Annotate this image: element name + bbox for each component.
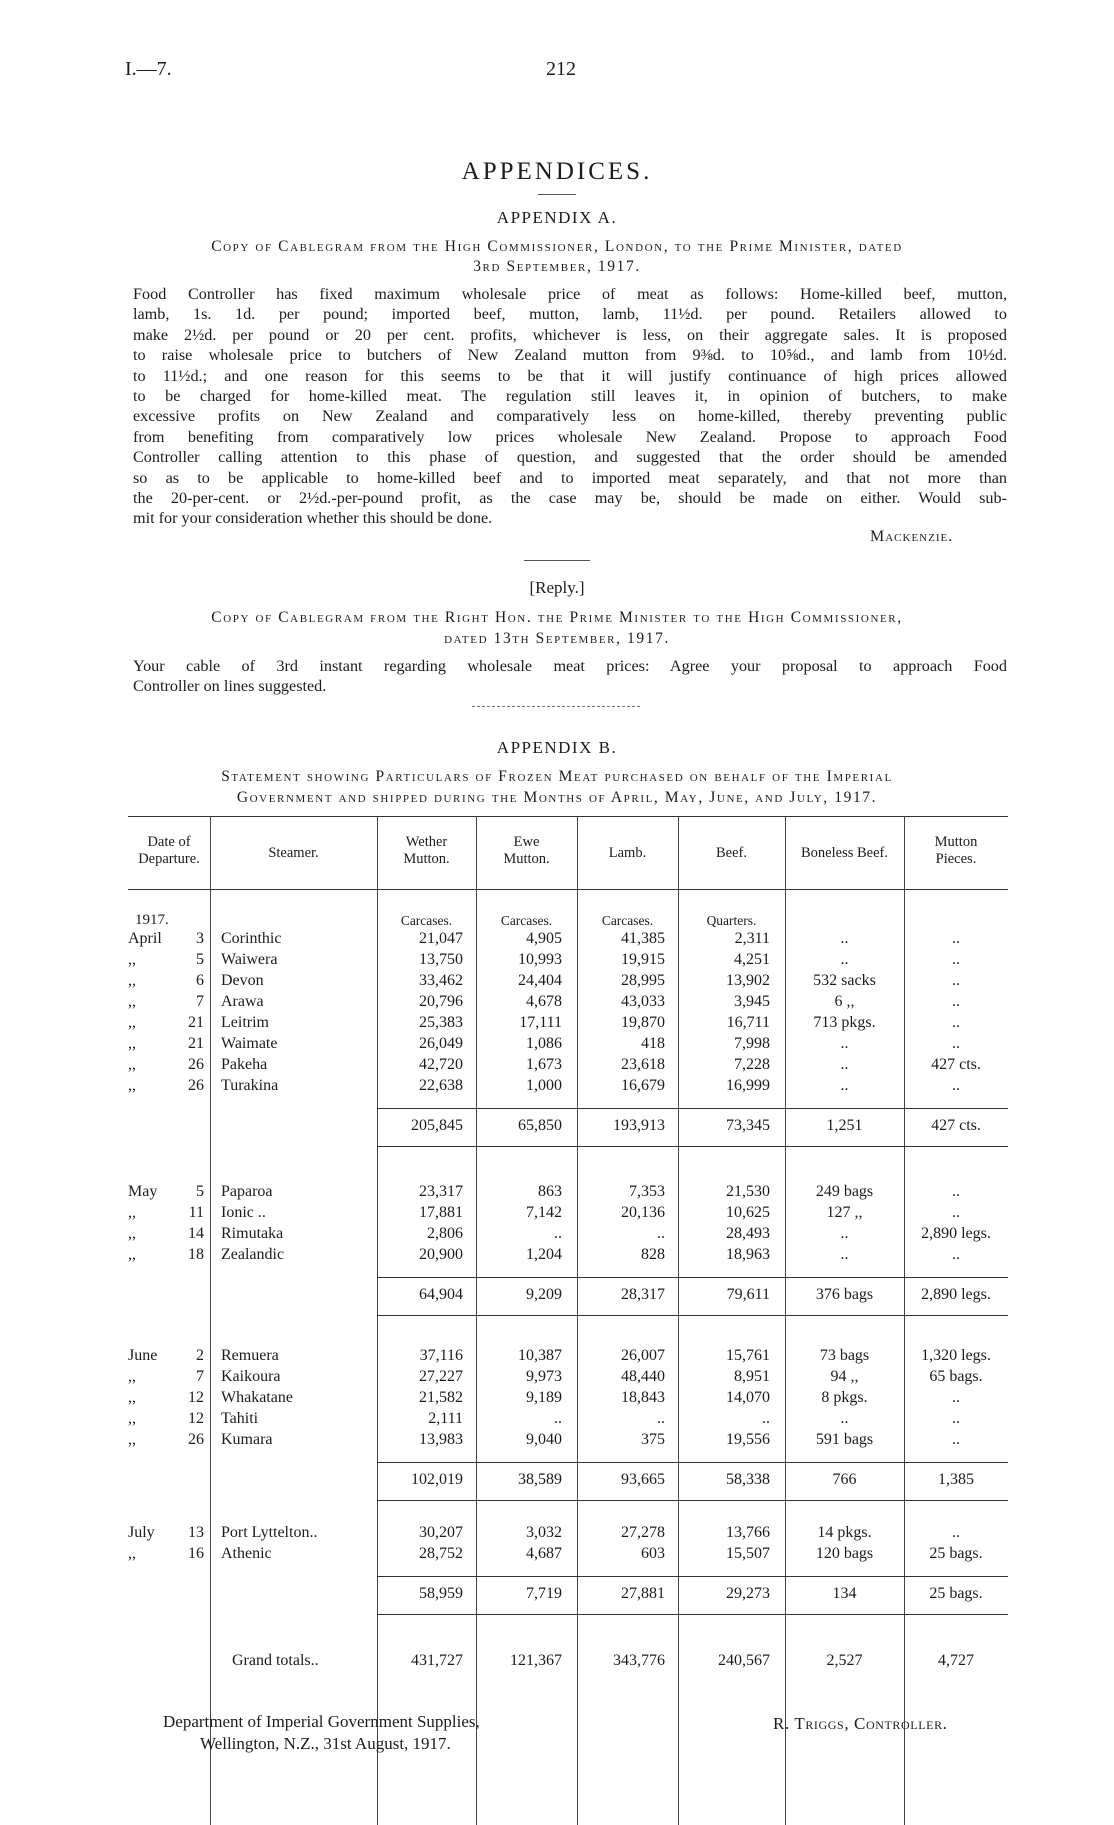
section-divider — [524, 560, 590, 561]
cell-wether: 2,806 — [427, 1225, 463, 1242]
subtotal-rule — [377, 1462, 1008, 1463]
subtotal-wether: 205,845 — [411, 1117, 463, 1134]
cell-boneless: 532 sacks — [813, 972, 876, 989]
steamer-name: Corinthic — [221, 930, 282, 947]
subtotal-boneless: 766 — [832, 1471, 857, 1488]
cell-lamb: 48,440 — [621, 1368, 665, 1385]
text-line: Your cable of 3rd instant regarding wholesale meat prices: Agree your proposal to approach Food — [133, 657, 1007, 675]
cell-beef: 13,766 — [726, 1524, 770, 1541]
cell-boneless: .. — [840, 1035, 849, 1052]
departure-day: 21 — [188, 1014, 204, 1031]
departure-day: 7 — [196, 1368, 204, 1385]
column-header-lamb: Lamb. — [608, 845, 647, 861]
cell-beef: 16,999 — [726, 1077, 770, 1094]
subtotal-rule — [377, 1576, 1008, 1577]
text-line: to be charged for home-killed meat. The regulation still leaves it, in opinion of butchers, to make — [133, 387, 1007, 406]
departure-month: ,, — [128, 1077, 136, 1094]
subtotal-lamb: 93,665 — [621, 1471, 665, 1488]
cell-lamb: 828 — [641, 1246, 665, 1263]
cell-lamb: 19,870 — [621, 1014, 665, 1031]
cell-lamb: 18,843 — [621, 1389, 665, 1406]
cell-wether: 21,582 — [419, 1389, 463, 1406]
cell-lamb: 26,007 — [621, 1347, 665, 1364]
subtotal-boneless: 376 bags — [815, 1286, 874, 1303]
steamer-name: Waimate — [221, 1035, 278, 1052]
steamer-name: Tahiti — [221, 1410, 259, 1427]
cell-wether: 42,720 — [419, 1056, 463, 1073]
cell-pieces: .. — [952, 951, 960, 968]
cell-pieces: .. — [952, 1183, 960, 1200]
subtotal-boneless: 134 — [832, 1585, 857, 1602]
subtotal-pieces: 2,890 legs. — [921, 1286, 991, 1303]
cell-ewe: .. — [554, 1225, 562, 1242]
cell-pieces: .. — [952, 930, 960, 947]
steamer-name: Arawa — [221, 993, 264, 1010]
cell-ewe: 863 — [538, 1183, 562, 1200]
cell-beef: 7,228 — [734, 1056, 770, 1073]
cell-wether: 13,750 — [419, 951, 463, 968]
subtotal-beef: 58,338 — [726, 1471, 770, 1488]
subtotal-beef: 73,345 — [726, 1117, 770, 1134]
signature-mackenzie: Mackenzie. — [870, 528, 954, 545]
cell-boneless: 120 bags — [815, 1545, 874, 1562]
cell-ewe: 1,000 — [526, 1077, 562, 1094]
cell-ewe: 1,673 — [526, 1056, 562, 1073]
departure-day: 5 — [196, 1183, 204, 1200]
text-line: Controller on lines suggested. — [133, 677, 327, 696]
subtotal-ewe: 7,719 — [526, 1585, 562, 1602]
cell-boneless: 6 ,, — [834, 993, 855, 1010]
cell-wether: 25,383 — [419, 1014, 463, 1031]
departure-month: ,, — [128, 1246, 136, 1263]
subtotal-wether: 102,019 — [411, 1471, 463, 1488]
cell-wether: 13,983 — [419, 1431, 463, 1448]
cell-pieces: 427 cts. — [931, 1056, 981, 1073]
cell-boneless: 591 bags — [815, 1431, 874, 1448]
departure-day: 5 — [196, 951, 204, 968]
appendix-a-cablegram-text — [133, 284, 1007, 529]
text-line: to raise wholesale price to butchers of New Zealand mutton from 9⅜d. to 10⅝d., and lamb from 10½d. — [133, 346, 1007, 365]
cell-ewe: 10,993 — [518, 951, 562, 968]
column-header-beef: Beef. — [716, 845, 747, 861]
departure-month: ,, — [128, 1204, 136, 1221]
steamer-name: Kaikoura — [221, 1368, 281, 1385]
cell-pieces: 2,890 legs. — [921, 1225, 991, 1242]
steamer-name: Kumara — [221, 1431, 273, 1448]
departure-month: ,, — [128, 1545, 136, 1562]
column-header-date: Date of Departure. — [138, 834, 200, 867]
cell-boneless: 8 pkgs. — [821, 1389, 868, 1406]
appendix-a-subtitle-date: 3rd September, 1917. — [473, 258, 641, 275]
cell-ewe: 4,678 — [526, 993, 562, 1010]
cell-beef: .. — [762, 1410, 770, 1427]
cell-boneless: 249 bags — [815, 1183, 874, 1200]
appendix-a-subtitle: Copy of Cablegram from the High Commissioner, London, to the Prime Minister, dated — [211, 238, 903, 255]
cell-ewe: 7,142 — [526, 1204, 562, 1221]
cell-beef: 8,951 — [734, 1368, 770, 1385]
subtotal-rule — [377, 1315, 1008, 1316]
cell-beef: 19,556 — [726, 1431, 770, 1448]
steamer-name: Waiwera — [221, 951, 278, 968]
departure-day: 16 — [188, 1545, 204, 1562]
cell-ewe: 1,204 — [526, 1246, 562, 1263]
departure-day: 6 — [196, 972, 204, 989]
cell-ewe: 9,040 — [526, 1431, 562, 1448]
cell-wether: 2,111 — [428, 1410, 463, 1427]
unit-label: Carcases. — [400, 913, 453, 928]
cell-lamb: 16,679 — [621, 1077, 665, 1094]
cell-pieces: 65 bags. — [929, 1368, 983, 1385]
departure-month: ,, — [128, 1035, 136, 1052]
subtotal-wether: 58,959 — [419, 1585, 463, 1602]
departure-month: ,, — [128, 951, 136, 968]
cell-beef: 28,493 — [726, 1225, 770, 1242]
departure-month: May — [128, 1183, 158, 1200]
column-divider — [210, 816, 211, 1825]
cell-wether: 20,900 — [419, 1246, 463, 1263]
title-divider — [538, 194, 576, 195]
text-line: from benefiting from comparatively low prices wholesale New Zealand. Propose to approach Food — [133, 427, 1007, 446]
cell-boneless: .. — [840, 951, 849, 968]
cell-beef: 13,902 — [726, 972, 770, 989]
steamer-name: Ionic .. — [221, 1204, 266, 1221]
cell-boneless: 127 ,, — [826, 1204, 863, 1221]
cell-pieces: .. — [952, 1431, 960, 1448]
cell-lamb: 20,136 — [621, 1204, 665, 1221]
cell-ewe: .. — [554, 1410, 562, 1427]
cell-wether: 37,116 — [419, 1347, 463, 1364]
column-header-mutton-pieces: Mutton Pieces. — [934, 834, 978, 867]
section-divider-dashed — [472, 706, 640, 707]
steamer-name: Zealandic — [221, 1246, 285, 1263]
grand-total-label: Grand totals.. — [232, 1652, 319, 1669]
subtotal-boneless: 1,251 — [826, 1117, 863, 1134]
departure-day: 13 — [188, 1524, 204, 1541]
text-line: make 2½d. per pound or 20 per cent. profits, whichever is less, on their aggregate sales. It is proposed — [133, 325, 1007, 344]
column-header-ewe-mutton: Ewe Mutton. — [503, 834, 550, 867]
cell-beef: 4,251 — [734, 951, 770, 968]
cell-beef: 18,963 — [726, 1246, 770, 1263]
cell-pieces: .. — [952, 1077, 960, 1094]
departure-day: 7 — [196, 993, 204, 1010]
grand-total-lamb: 343,776 — [613, 1652, 665, 1669]
cell-beef: 7,998 — [734, 1035, 770, 1052]
cell-lamb: 19,915 — [621, 951, 665, 968]
departure-month: April — [128, 930, 162, 947]
cell-lamb: 418 — [641, 1035, 665, 1052]
cell-ewe: 24,404 — [518, 972, 562, 989]
departure-month: July — [128, 1524, 155, 1541]
subtotal-pieces: 427 cts. — [931, 1117, 981, 1134]
cell-beef: 2,311 — [734, 930, 770, 947]
text-line: so as to be applicable to home-killed beef and to imported meat separately, and that not more than — [133, 468, 1007, 487]
subtotal-rule — [377, 1614, 1008, 1615]
cell-lamb: 27,278 — [621, 1524, 665, 1541]
cell-lamb: .. — [657, 1225, 665, 1242]
cell-ewe: 3,032 — [526, 1524, 562, 1541]
cell-beef: 14,070 — [726, 1389, 770, 1406]
page-title: APPENDICES. — [461, 158, 653, 185]
subtotal-lamb: 193,913 — [613, 1117, 665, 1134]
unit-label: Carcases. — [601, 913, 654, 928]
cell-beef: 15,761 — [726, 1347, 770, 1364]
cell-pieces: .. — [952, 993, 960, 1010]
controller-signature: R. Triggs, Controller. — [773, 1714, 948, 1733]
departure-day: 14 — [188, 1225, 204, 1242]
subtotal-pieces: 25 bags. — [929, 1585, 983, 1602]
cell-boneless: .. — [840, 930, 849, 947]
departure-day: 2 — [196, 1347, 204, 1364]
subtotal-lamb: 28,317 — [621, 1286, 665, 1303]
steamer-name: Whakatane — [221, 1389, 293, 1406]
cell-boneless: .. — [840, 1077, 849, 1094]
table-header-rule — [128, 889, 1008, 890]
departure-month: ,, — [128, 1056, 136, 1073]
grand-total-wether: 431,727 — [411, 1652, 463, 1669]
steamer-name: Leitrim — [221, 1014, 269, 1031]
departure-month: ,, — [128, 972, 136, 989]
year-label: 1917. — [135, 912, 169, 928]
text-line: the 20-per-cent. or 2½d.-per-pound profit, as the case may be, should be made on either. Would sub- — [133, 489, 1007, 508]
cell-lamb: 7,353 — [629, 1183, 665, 1200]
unit-label: Carcases. — [500, 913, 553, 928]
cell-boneless: .. — [840, 1225, 849, 1242]
column-header-boneless-beef: Boneless Beef. — [801, 845, 888, 861]
cell-wether: 28,752 — [419, 1545, 463, 1562]
cell-ewe: 4,687 — [526, 1545, 562, 1562]
cell-lamb: .. — [657, 1410, 665, 1427]
text-line: excessive profits on New Zealand and comparatively less on home-killed, thereby preventing public — [133, 407, 1007, 426]
unit-label: Quarters. — [706, 913, 757, 928]
cell-wether: 30,207 — [419, 1524, 463, 1541]
cell-pieces: .. — [952, 972, 960, 989]
departure-day: 26 — [188, 1431, 204, 1448]
cell-pieces: .. — [952, 1204, 960, 1221]
cell-pieces: .. — [952, 1524, 960, 1541]
steamer-name: Turakina — [221, 1077, 279, 1094]
reply-subtitle: Copy of Cablegram from the Right Hon. the Prime Minister to the High Commissioner, — [211, 609, 903, 626]
departure-month: ,, — [128, 1368, 136, 1385]
cell-pieces: .. — [952, 1014, 960, 1031]
steamer-name: Rimutaka — [221, 1225, 284, 1242]
text-line: Controller calling attention to this phase of question, and suggested that the order should be amended — [133, 448, 1007, 467]
grand-total-ewe: 121,367 — [510, 1652, 562, 1669]
departure-month: ,, — [128, 1431, 136, 1448]
cell-ewe: 10,387 — [518, 1347, 562, 1364]
cell-lamb: 28,995 — [621, 972, 665, 989]
cell-beef: 21,530 — [726, 1183, 770, 1200]
subtotal-lamb: 27,881 — [621, 1585, 665, 1602]
cell-boneless: 14 pkgs. — [817, 1524, 872, 1541]
text-line: mit for your consideration whether this should be done. — [133, 509, 493, 528]
cell-wether: 22,638 — [419, 1077, 463, 1094]
column-header-wether-mutton: Wether Mutton. — [403, 834, 450, 867]
steamer-name: Devon — [221, 972, 264, 989]
subtotal-ewe: 38,589 — [518, 1471, 562, 1488]
reply-cablegram-text — [133, 656, 1007, 697]
cell-pieces: .. — [952, 1410, 960, 1427]
cell-lamb: 43,033 — [621, 993, 665, 1010]
cell-beef: 16,711 — [726, 1014, 770, 1031]
cell-ewe: 1,086 — [526, 1035, 562, 1052]
cell-pieces: .. — [952, 1246, 960, 1263]
departure-day: 26 — [188, 1077, 204, 1094]
subtotal-rule — [377, 1500, 1008, 1501]
reply-subtitle-date: dated 13th September, 1917. — [444, 630, 670, 647]
departure-day: 3 — [196, 930, 204, 947]
cell-beef: 3,945 — [734, 993, 770, 1010]
column-header-steamer: Steamer. — [268, 845, 319, 861]
departure-month: June — [128, 1347, 158, 1364]
grand-total-boneless: 2,527 — [826, 1652, 863, 1669]
departure-month: ,, — [128, 1225, 136, 1242]
subtotal-wether: 64,904 — [419, 1286, 463, 1303]
text-line: to 11½d.; and one reason for this seems to be that it will justify continuance of high prices allowed — [133, 366, 1007, 385]
cell-ewe: 4,905 — [526, 930, 562, 947]
steamer-name: Paparoa — [221, 1183, 273, 1200]
cell-boneless: .. — [840, 1410, 849, 1427]
cell-pieces: 25 bags. — [929, 1545, 983, 1562]
cell-ewe: 9,973 — [526, 1368, 562, 1385]
cell-beef: 10,625 — [726, 1204, 770, 1221]
cell-lamb: 23,618 — [621, 1056, 665, 1073]
cell-wether: 21,047 — [419, 930, 463, 947]
cell-wether: 23,317 — [419, 1183, 463, 1200]
report-code: I.—7. — [125, 58, 172, 80]
steamer-name: Athenic — [221, 1545, 272, 1562]
cell-wether: 33,462 — [419, 972, 463, 989]
page-number: 212 — [546, 58, 576, 80]
appendix-a-heading: APPENDIX A. — [496, 208, 618, 227]
subtotal-beef: 79,611 — [726, 1286, 770, 1303]
cell-boneless: 713 pkgs. — [813, 1014, 876, 1031]
department-date-line: Wellington, N.Z., 31st August, 1917. — [200, 1734, 451, 1753]
cell-beef: 15,507 — [726, 1545, 770, 1562]
table-top-rule — [128, 816, 1008, 817]
reply-heading: [Reply.] — [529, 578, 585, 597]
steamer-name: Remuera — [221, 1347, 279, 1364]
subtotal-ewe: 65,850 — [518, 1117, 562, 1134]
cell-wether: 26,049 — [419, 1035, 463, 1052]
cell-boneless: 94 ,, — [830, 1368, 859, 1385]
cell-pieces: .. — [952, 1389, 960, 1406]
departure-month: ,, — [128, 1389, 136, 1406]
department-line: Department of Imperial Government Supplies, — [163, 1712, 480, 1731]
text-line: lamb, 1s. 1d. per pound; imported beef, mutton, lamb, 11½d. per pound. Retailers allowed to — [133, 305, 1007, 324]
cell-lamb: 603 — [641, 1545, 665, 1562]
grand-total-pieces: 4,727 — [938, 1652, 974, 1669]
cell-pieces: .. — [952, 1035, 960, 1052]
departure-day: 11 — [188, 1204, 204, 1221]
departure-day: 18 — [188, 1246, 204, 1263]
appendix-b-subtitle: Statement showing Particulars of Frozen Meat purchased on behalf of the Imperial — [221, 768, 893, 785]
text-line: Food Controller has fixed maximum wholesale price of meat as follows: Home-killed beef, mutton, — [133, 285, 1007, 303]
subtotal-ewe: 9,209 — [526, 1286, 562, 1303]
steamer-name: Port Lyttelton.. — [221, 1524, 318, 1541]
cell-boneless: .. — [840, 1246, 849, 1263]
cell-lamb: 41,385 — [621, 930, 665, 947]
cell-lamb: 375 — [641, 1431, 665, 1448]
steamer-name: Pakeha — [221, 1056, 268, 1073]
cell-boneless: .. — [840, 1056, 849, 1073]
grand-total-beef: 240,567 — [718, 1652, 770, 1669]
cell-wether: 20,796 — [419, 993, 463, 1010]
departure-day: 21 — [188, 1035, 204, 1052]
cell-ewe: 9,189 — [526, 1389, 562, 1406]
departure-day: 26 — [188, 1056, 204, 1073]
subtotal-rule — [377, 1277, 1008, 1278]
subtotal-beef: 29,273 — [726, 1585, 770, 1602]
departure-day: 12 — [188, 1389, 204, 1406]
subtotal-pieces: 1,385 — [938, 1471, 974, 1488]
cell-wether: 17,881 — [419, 1204, 463, 1221]
subtotal-rule — [377, 1108, 1008, 1109]
appendix-b-subtitle-months: Government and shipped during the Months of April, May, June, and July, 1917. — [236, 789, 878, 806]
departure-month: ,, — [128, 993, 136, 1010]
cell-wether: 27,227 — [419, 1368, 463, 1385]
cell-boneless: 73 bags — [819, 1347, 870, 1364]
cell-pieces: 1,320 legs. — [921, 1347, 991, 1364]
departure-month: ,, — [128, 1410, 136, 1427]
subtotal-rule — [377, 1146, 1008, 1147]
departure-day: 12 — [188, 1410, 204, 1427]
cell-ewe: 17,111 — [519, 1014, 562, 1031]
appendix-b-heading: APPENDIX B. — [496, 738, 618, 757]
departure-month: ,, — [128, 1014, 136, 1031]
